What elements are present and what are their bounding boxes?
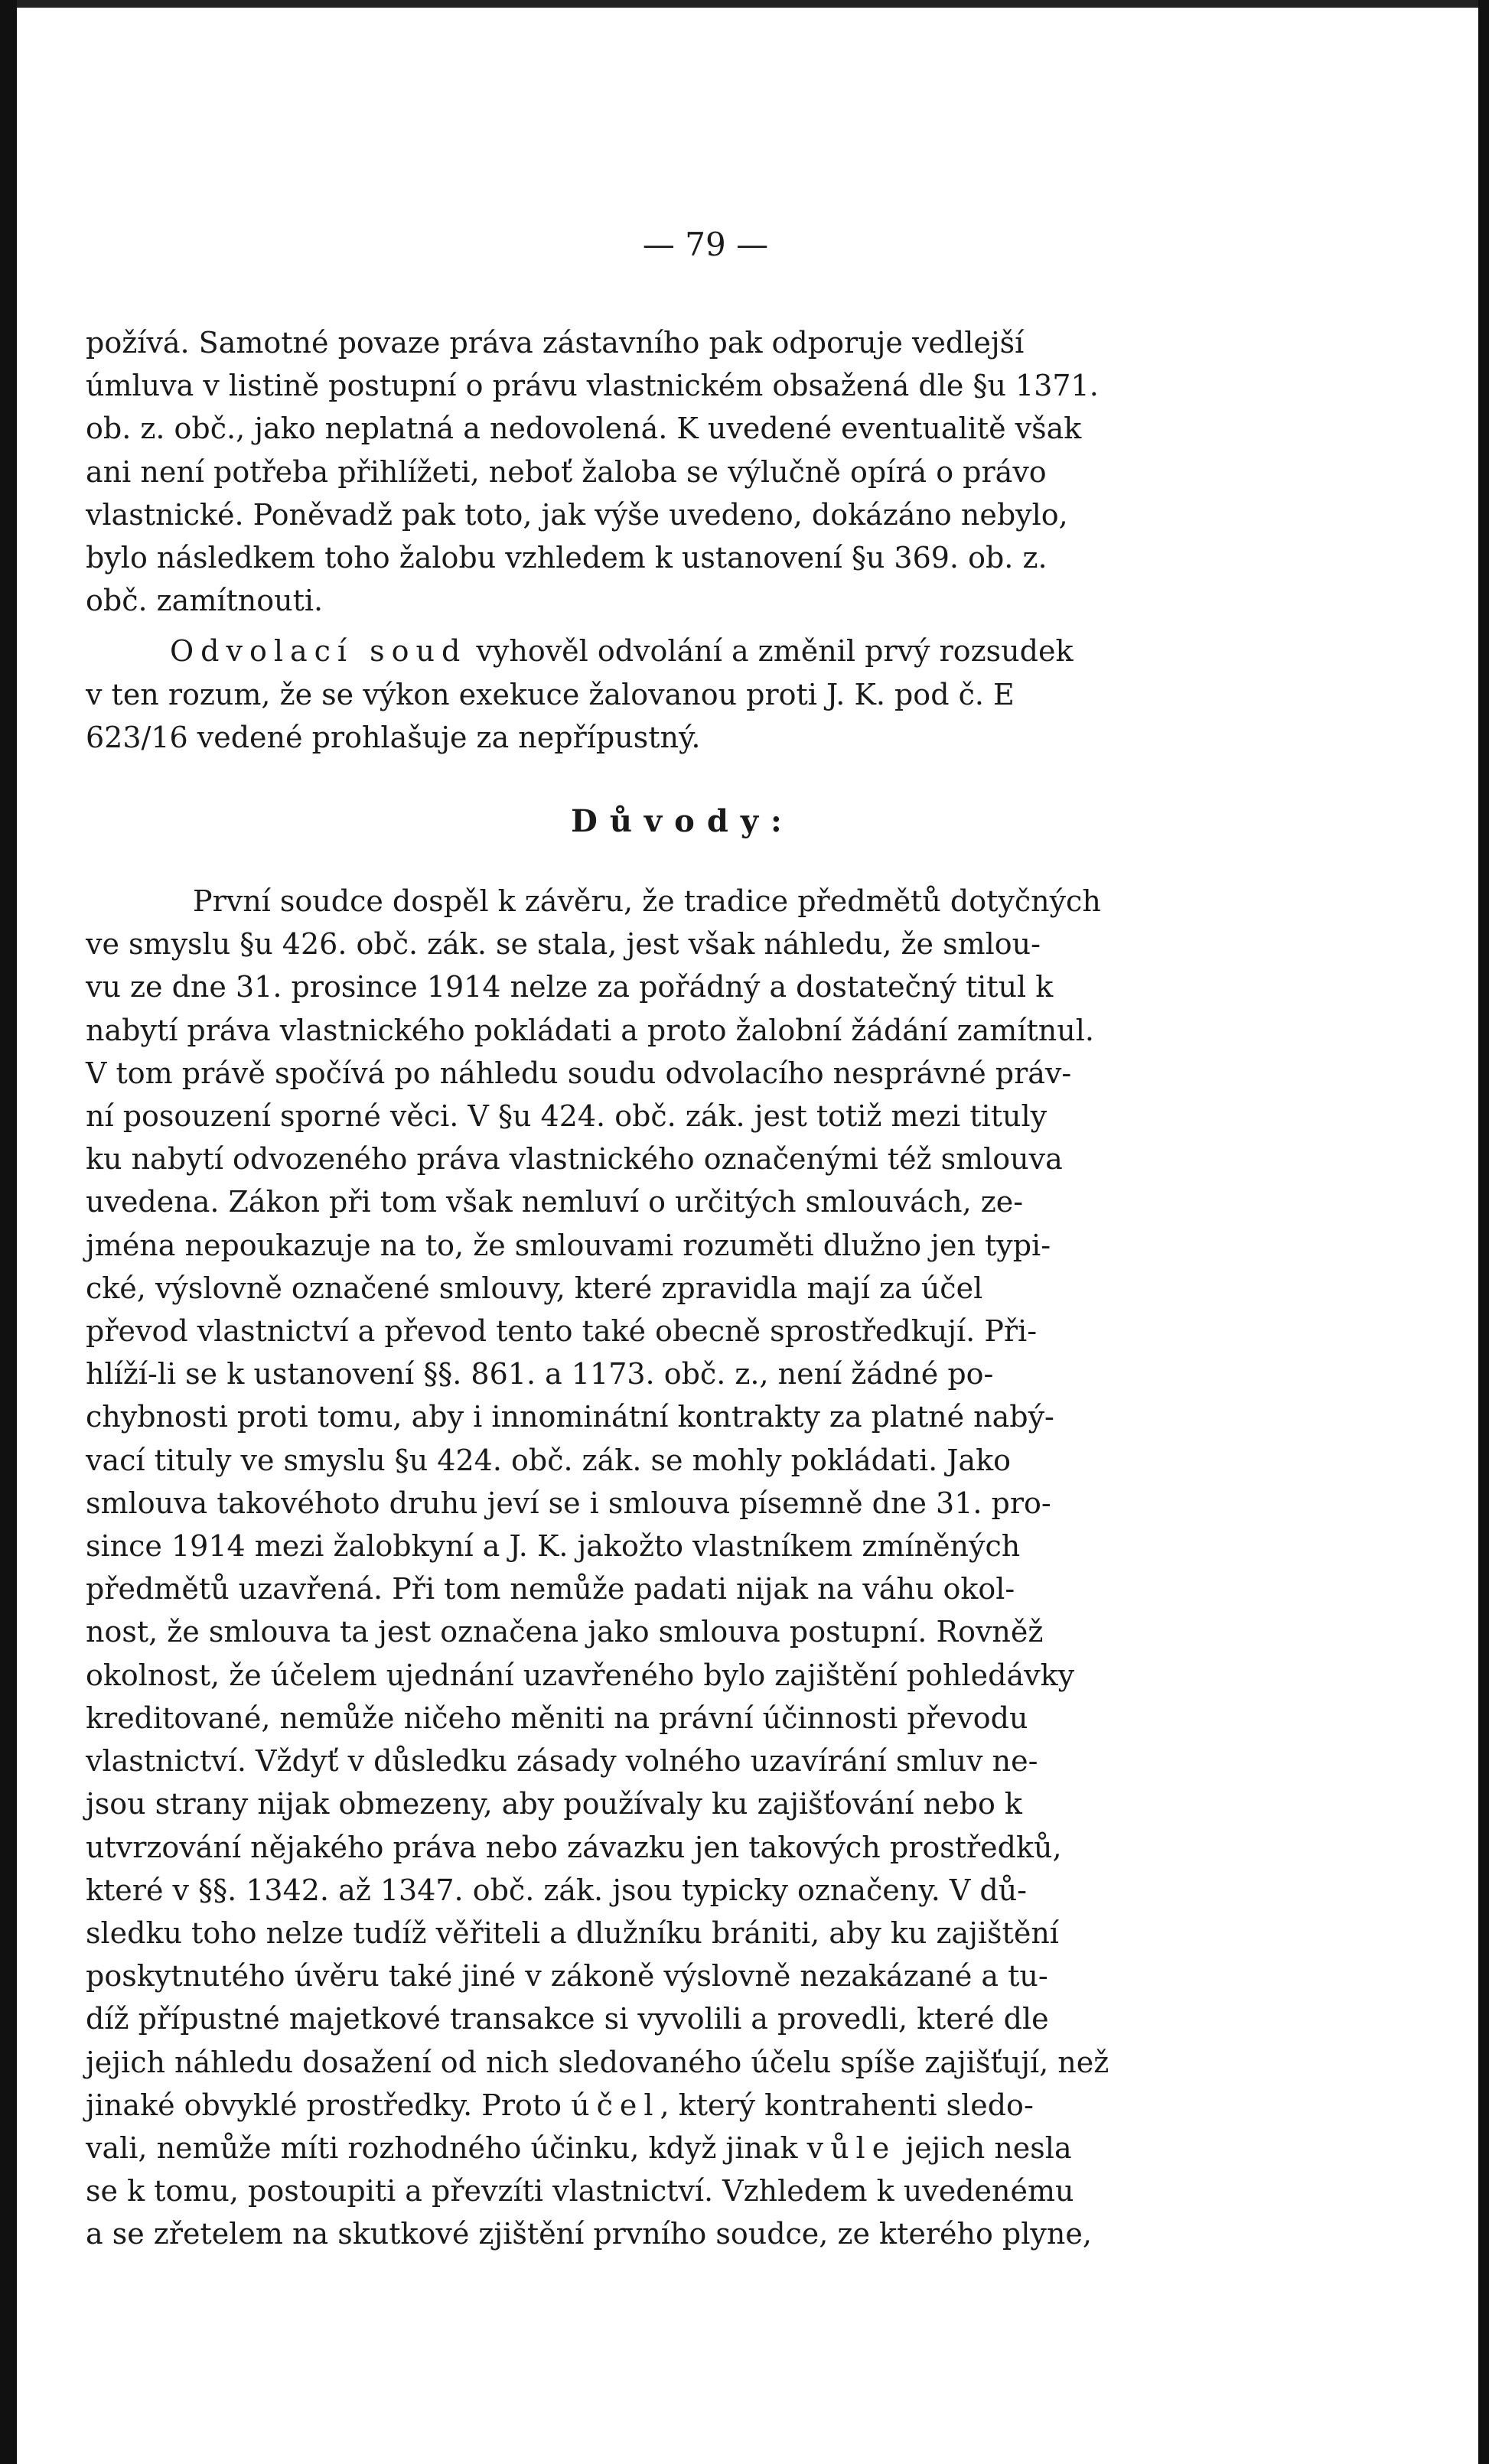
scan-border-right <box>1478 0 1489 2464</box>
text-line: smlouva takovéhoto druhu jeví se i smlouva písemně dne 31. pro- <box>86 1486 1051 1520</box>
text-line: požívá. Samotné povaze práva zástavního pak odporuje vedlejší <box>86 326 1025 360</box>
text-line: since 1914 mezi žalobkyní a J. K. jakožto vlastníkem zmíněných <box>86 1529 1021 1564</box>
text-line: nost, že smlouva ta jest označena jako smlouva postupní. Rovněž <box>86 1615 1044 1649</box>
text-line: ku nabytí odvozeného práva vlastnického označenými též smlouva <box>86 1142 1063 1177</box>
text-line: poskytnutého úvěru také jiné v zákoně výslovně nezakázané a tu- <box>86 1959 1048 1994</box>
text-line: vu ze dne 31. prosince 1914 nelze za pořádný a dostatečný titul k <box>86 970 1054 1004</box>
text-line: uvedena. Zákon při tom však nemluví o určitých smlouvách, ze- <box>86 1185 1024 1219</box>
text-line <box>86 2127 1279 2169</box>
text-line: utvrzování nějakého práva nebo závazku jen takových prostředků, <box>86 1830 1062 1864</box>
page-number: — 79 — <box>642 226 769 263</box>
spaced-emphasis: účel <box>571 2088 660 2122</box>
text-line: nabytí práva vlastnického pokládati a proto žalobní žádání zamítnul. <box>86 1013 1094 1047</box>
text-line: jsou strany nijak obmezeny, aby používaly ku zajišťování nebo k <box>86 1787 1022 1821</box>
paragraph-reasons <box>86 880 1279 2256</box>
text-run: jejich nesla <box>896 2130 1072 2165</box>
text-line: převod vlastnictví a převod tento také obecně sprostředkují. Při- <box>86 1314 1038 1349</box>
text-line: ani není potřeba přihlížeti, neboť žaloba se výlučně opírá o právo <box>86 454 1047 489</box>
paragraph-appeal-decision <box>86 630 1279 759</box>
page-content <box>86 222 1279 2256</box>
scan-border-top <box>0 0 1489 8</box>
text-line: úmluva v listině postupní o právu vlastnickém obsažená dle §u 1371. <box>86 369 1099 403</box>
text-line: které v §§. 1342. až 1347. obč. zák. jsou typicky označeny. V dů- <box>86 1873 1028 1907</box>
text-run: vali, nemůže míti rozhodného účinku, když jinak <box>86 2130 807 2165</box>
text-line: cké, výslovně označené smlouvy, které zpravidla mají za účel <box>86 1271 983 1305</box>
text-line: bylo následkem toho žalobu vzhledem k ustanovení §u 369. ob. z. <box>86 541 1048 575</box>
text-line <box>86 2084 1279 2127</box>
text-line: jména nepoukazuje na to, že smlouvami rozuměti dlužno jen typi- <box>86 1228 1051 1262</box>
text-line: vlastnictví. Vždyť v důsledku zásady volného uzavírání smluv ne- <box>86 1744 1038 1779</box>
text-line: v ten rozum, že se výkon exekuce žalovanou proti J. K. pod č. E <box>86 677 1015 711</box>
text-line: a se zřetelem na skutkové zjištění prvního soudce, ze kterého plyne, <box>86 2217 1092 2251</box>
text-line: vlastnické. Poněvadž pak toto, jak výše uvedeno, dokázáno nebylo, <box>86 497 1068 532</box>
text-run: , který kontrahenti sledo- <box>660 2088 1034 2122</box>
text-line: předmětů uzavřená. Při tom nemůže padati nijak na váhu okol- <box>86 1572 1015 1606</box>
text-line: sledku toho nelze tudíž věřiteli a dlužníku brániti, aby ku zajištění <box>86 1916 1059 1950</box>
text-line: chybnosti proti tomu, aby i innominátní kontrakty za platné nabý- <box>86 1400 1054 1434</box>
text-line: vací tituly ve smyslu §u 424. obč. zák. se mohly pokládati. Jako <box>86 1443 1012 1477</box>
text-run: jinaké obvyklé prostředky. <box>86 2088 473 2122</box>
text-line <box>86 880 1279 923</box>
spaced-emphasis: vůle <box>806 2130 897 2165</box>
text-line: ní posouzení sporné věci. V §u 424. obč. zák. jest totiž mezi tituly <box>86 1099 1048 1134</box>
text-line <box>86 630 1279 672</box>
text-run: První soudce dospěl k závěru, že tradice předmětů dotyčných <box>193 884 1101 919</box>
text-line: hlíží-li se k ustanovení §§. 861. a 1173. obč. z., není žádné po- <box>86 1357 994 1391</box>
text-run: vyhověl odvolání a změnil prvý rozsudek <box>467 634 1074 669</box>
text-run: Proto <box>472 2088 572 2122</box>
text-line: kreditované, nemůže ničeho měniti na právní účinnosti převodu <box>86 1701 1028 1735</box>
text-line: jejich náhledu dosažení od nich sledovaného účelu spíše zajišťují, než <box>86 2045 1109 2079</box>
text-line: 623/16 vedené prohlašuje za nepřípustný. <box>86 720 701 754</box>
paragraph-gap <box>86 622 1279 630</box>
section-heading-reasons: Důvody: <box>571 803 794 840</box>
text-line: V tom právě spočívá po náhledu soudu odvolacího nesprávné práv- <box>86 1056 1072 1090</box>
paragraph-first-court-reasoning <box>86 321 1279 622</box>
text-line: ve smyslu §u 426. obč. zák. se stala, jest však náhledu, že smlou- <box>86 927 1041 962</box>
text-line: obč. zamítnouti. <box>86 584 324 618</box>
spaced-emphasis: Odvolací soud <box>170 634 468 669</box>
text-line: díž přípustné majetkové transakce si vyvolili a provedli, které dle <box>86 2002 1049 2036</box>
text-line: se k tomu, postoupiti a převzíti vlastnictví. Vzhledem k uvedenému <box>86 2174 1074 2208</box>
scan-border-left <box>0 0 17 2464</box>
text-line: ob. z. obč., jako neplatná a nedovolená. K uvedené eventualitě však <box>86 412 1082 446</box>
text-line: okolnost, že účelem ujednání uzavřeného bylo zajištění pohledávky <box>86 1658 1075 1692</box>
